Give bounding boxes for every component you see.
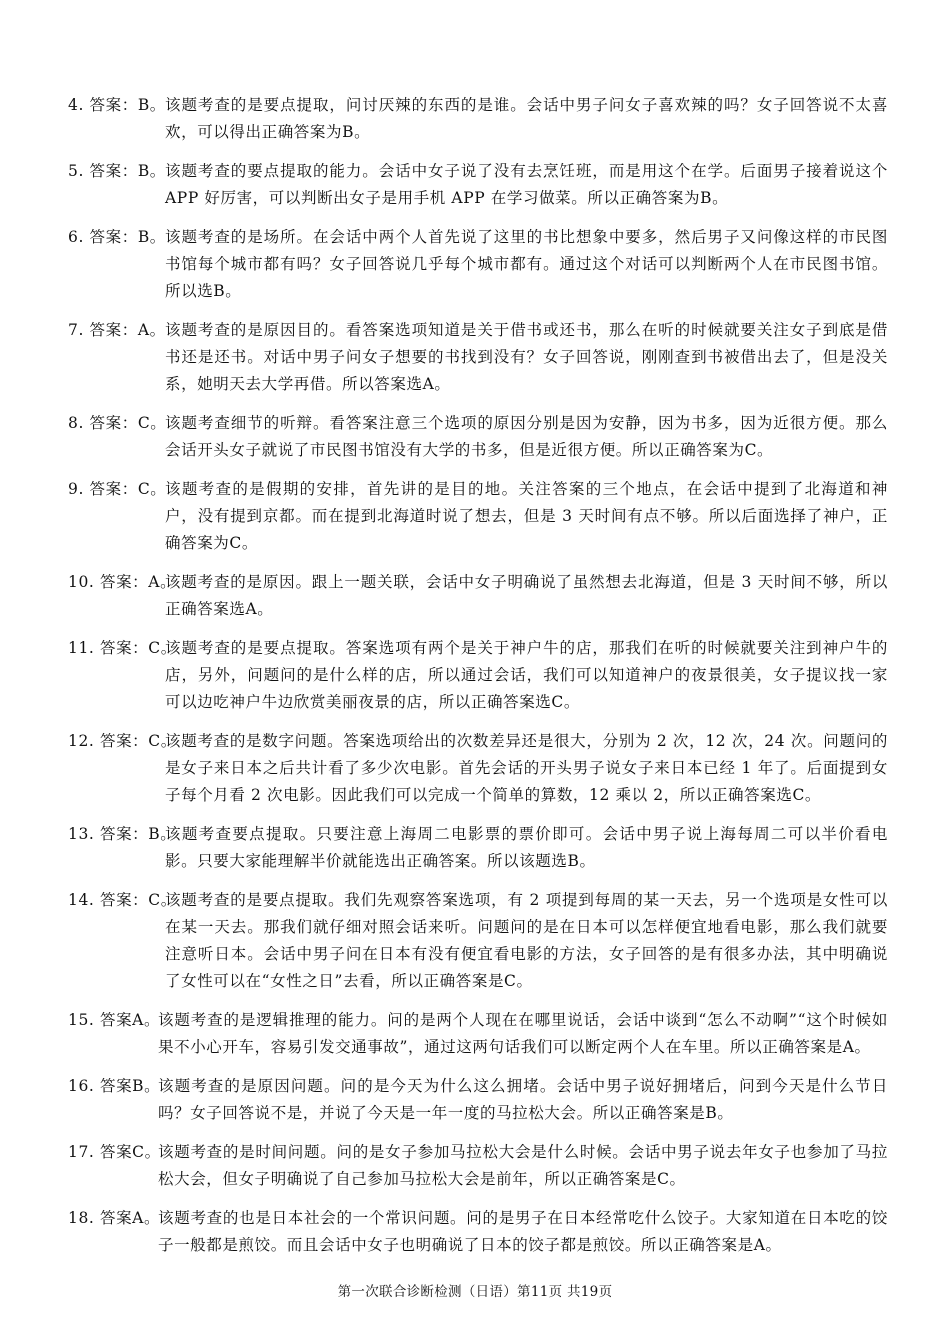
answer-number: 10. 答案：A。 — [68, 573, 177, 591]
answer-number: 4. 答案：B。 — [68, 96, 166, 114]
answer-explanation: 该题考查的是要点提取。答案选项有两个是关于神户牛的店，那我们在听的时候就要关注到神户牛的店，另外，问题问的是什么样的店，所以通过会话，我们可以知道神户的夜景很美，女子提议找一家可以边吃神户牛边欣赏美丽夜景的店，所以正确答案选C。 — [165, 639, 888, 711]
answer-explanation: 该题考查的是场所。在会话中两个人首先说了这里的书比想象中要多，然后男子又问像这样的市民图书馆每个城市都有吗？女子回答说几乎每个城市都有。通过这个对话可以判断两个人在市民图书馆。所以选B。 — [165, 228, 888, 300]
answer-item-11 — [68, 635, 888, 716]
answer-item-5 — [68, 158, 888, 212]
answer-number: 8. 答案：C。 — [68, 414, 167, 432]
answer-number: 17. 答案C。 — [68, 1143, 161, 1161]
answer-item-18 — [68, 1205, 888, 1259]
answer-explanation: 该题考查的是数字问题。答案选项给出的次数差异还是很大，分别为 2 次，12 次，24 次。问题问的是女子来日本之后共计看了多少次电影。首先会话的开头男子说女子来日本已经 1 年了。后面提到女子每个月看 2 次电影。因此我们可以完成一个简单的算数，12 乘以 2，所以正确答案选C。 — [165, 732, 888, 804]
answer-number: 7. 答案：A。 — [68, 321, 166, 339]
answer-explanation: 该题考查的要点提取的能力。会话中女子说了没有去烹饪班，而是用这个在学。后面男子接着说这个 APP 好厉害，可以判断出女子是用手机 APP 在学习做菜。所以正确答案为B。 — [165, 162, 888, 207]
answer-explanation: 该题考查的是原因。跟上一题关联，会话中女子明确说了虽然想去北海道，但是 3 天时间不够，所以正确答案选A。 — [165, 573, 888, 618]
answer-item-14 — [68, 887, 888, 995]
answer-number: 11. 答案：C。 — [68, 639, 177, 657]
answer-explanation: 该题考查的也是日本社会的一个常识问题。问的是男子在日本经常吃什么饺子。大家知道在日本吃的饺子一般都是煎饺。而且会话中女子也明确说了日本的饺子都是煎饺。所以正确答案是A。 — [158, 1209, 888, 1254]
answer-explanation: 该题考查要点提取。只要注意上海周二电影票的票价即可。会话中男子说上海每周二可以半价看电影。只要大家能理解半价就能选出正确答案。所以该题选B。 — [165, 825, 888, 870]
answer-explanation: 该题考查的是要点提取，问讨厌辣的东西的是谁。会话中男子问女子喜欢辣的吗？女子回答说不太喜欢，可以得出正确答案为B。 — [165, 96, 888, 141]
answer-explanation: 该题考查的是原因目的。看答案选项知道是关于借书或还书，那么在听的时候就要关注女子到底是借书还是还书。对话中男子问女子想要的书找到没有？女子回答说，刚刚查到书被借出去了，但是没关系，她明天去大学再借。所以答案选A。 — [165, 321, 888, 393]
answer-number: 18. 答案A。 — [68, 1209, 161, 1227]
answer-explanation: 该题考查的是假期的安排，首先讲的是目的地。关注答案的三个地点，在会话中提到了北海道和神户，没有提到京都。而在提到北海道时说了想去，但是 3 天时间有点不够。所以后面选择了神户，正确答案为C。 — [165, 480, 888, 552]
answer-explanation: 该题考查的是原因问题。问的是今天为什么这么拥堵。会话中男子说好拥堵后，问到今天是什么节日吗？女子回答说不是，并说了今天是一年一度的马拉松大会。所以正确答案是B。 — [158, 1077, 888, 1122]
answer-number: 15. 答案A。 — [68, 1011, 161, 1029]
answer-item-4 — [68, 92, 888, 146]
answer-item-17 — [68, 1139, 888, 1193]
answer-number: 14. 答案：C。 — [68, 891, 177, 909]
answer-item-7 — [68, 317, 888, 398]
answer-item-15 — [68, 1007, 888, 1061]
answer-item-9 — [68, 476, 888, 557]
answer-item-12 — [68, 728, 888, 809]
answer-item-8 — [68, 410, 888, 464]
answer-number: 16. 答案B。 — [68, 1077, 161, 1095]
answer-item-10 — [68, 569, 888, 623]
answer-number: 9. 答案：C。 — [68, 480, 167, 498]
answer-number: 13. 答案：B。 — [68, 825, 177, 843]
answer-explanation: 该题考查的是要点提取。我们先观察答案选项，有 2 项提到每周的某一天去，另一个选项是女性可以在某一天去。那我们就仔细对照会话来听。问题问的是在日本可以怎样便宜地看电影，那么我们就要注意听日本。会话中男子问在日本有没有便宜看电影的方法，女子回答的是有很多办法，其中明确说了女性可以在“女性之日”去看，所以正确答案是C。 — [165, 891, 888, 990]
answer-explanation-list — [68, 92, 888, 1271]
answer-item-6 — [68, 224, 888, 305]
answer-explanation: 该题考查细节的听辩。看答案注意三个选项的原因分别是因为安静，因为书多，因为近很方便。那么会话开头女子就说了市民图书馆没有大学的书多，但是近很方便。所以正确答案为C。 — [165, 414, 888, 459]
answer-number: 12. 答案：C。 — [68, 732, 177, 750]
answer-explanation: 该题考查的是时间问题。问的是女子参加马拉松大会是什么时候。会话中男子说去年女子也参加了马拉松大会，但女子明确说了自己参加马拉松大会是前年，所以正确答案是C。 — [158, 1143, 888, 1188]
answer-number: 6. 答案：B。 — [68, 228, 166, 246]
answer-explanation: 该题考查的是逻辑推理的能力。问的是两个人现在在哪里说话，会话中谈到“怎么不动啊”“这个时候如果不小心开车，容易引发交通事故”，通过这两句话我们可以断定两个人在车里。所以正确答案是A。 — [158, 1011, 888, 1056]
page-footer: 第一次联合诊断检测（日语）第11页 共19页 — [337, 1284, 613, 1300]
answer-number: 5. 答案：B。 — [68, 162, 166, 180]
answer-item-13 — [68, 821, 888, 875]
answer-item-16 — [68, 1073, 888, 1127]
